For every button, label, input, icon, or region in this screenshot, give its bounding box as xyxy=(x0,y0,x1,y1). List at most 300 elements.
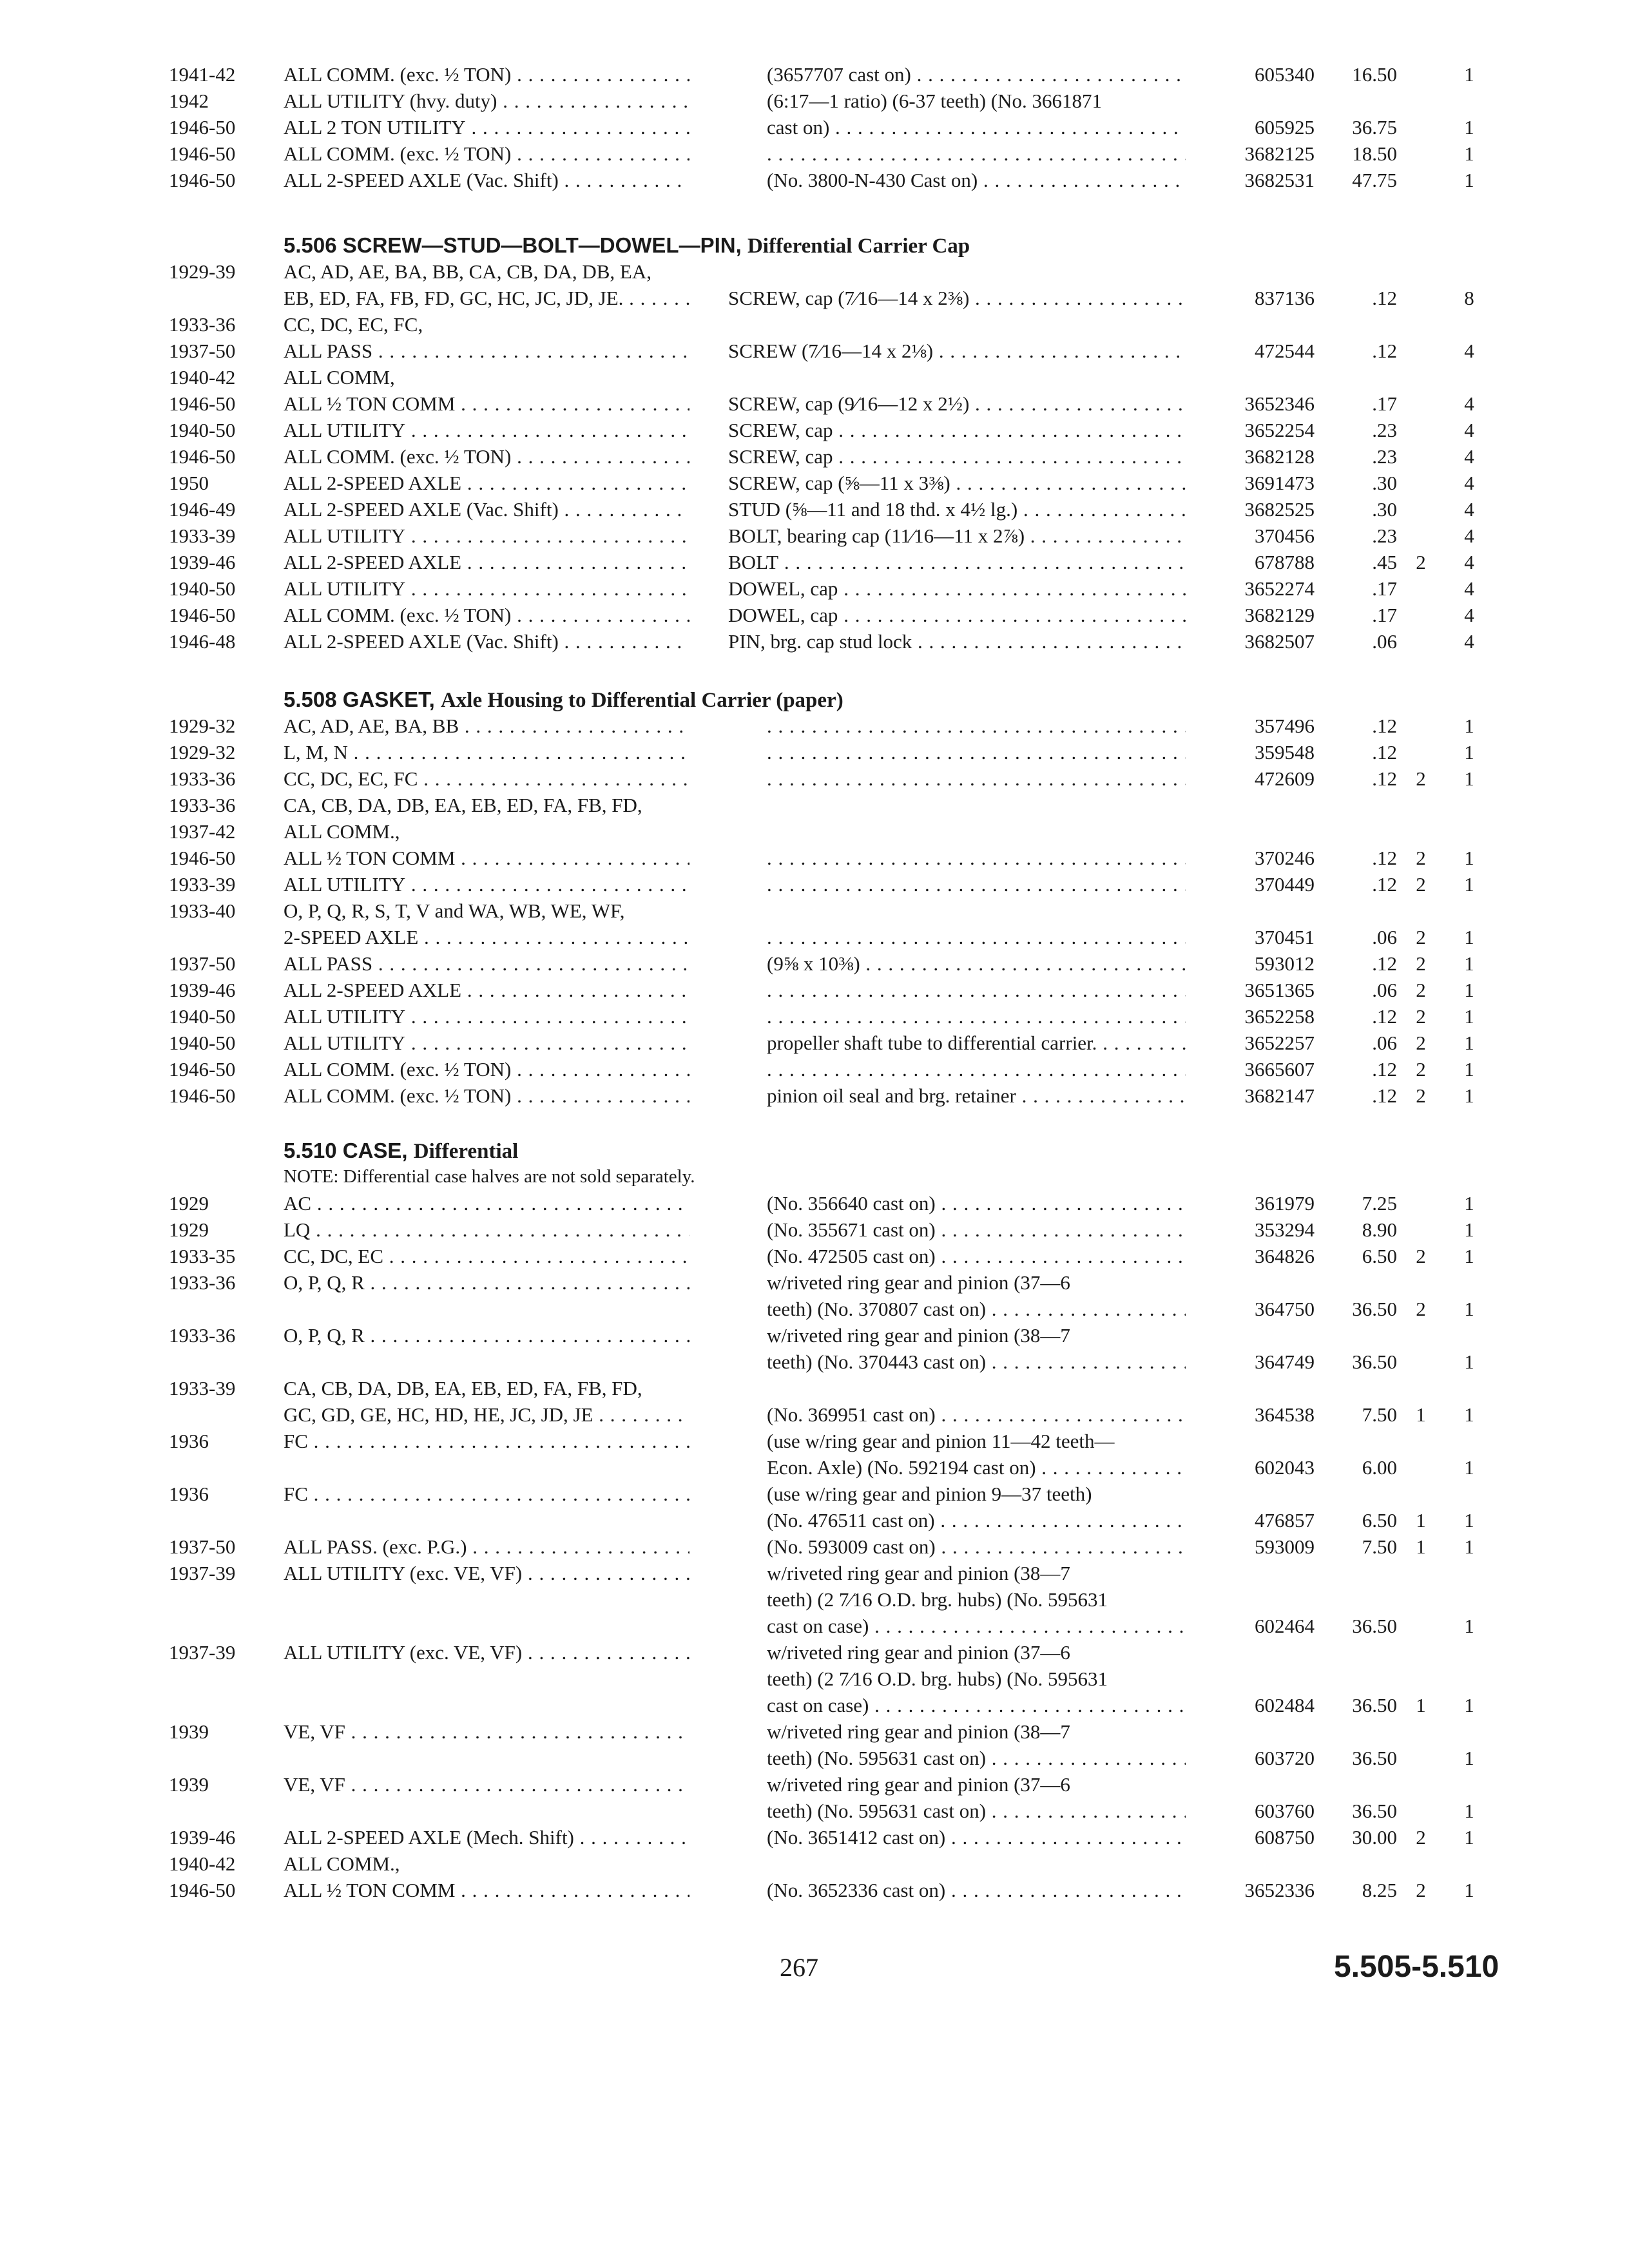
part-description: (No. 472505 cast on) . . . xyxy=(767,1243,1186,1269)
part-number: 608750 xyxy=(1255,1826,1315,1849)
parts-row xyxy=(0,739,1629,765)
list-price: 8.25 xyxy=(1362,1879,1397,1901)
year-range: 1929 xyxy=(169,1218,209,1241)
quantity: 1 xyxy=(1464,169,1474,191)
group-code: 2 xyxy=(1416,1084,1426,1107)
model-list: ALL 2-SPEED AXLE (Vac. Shift) . . . xyxy=(284,496,689,523)
part-number: 3691473 xyxy=(1244,472,1315,494)
quantity: 8 xyxy=(1464,287,1474,309)
list-price: .30 xyxy=(1372,498,1397,521)
part-description: Econ. Axle) (No. 592194 cast on) . . . xyxy=(767,1454,1186,1481)
year-range: 1939 xyxy=(169,1773,209,1796)
list-price: .12 xyxy=(1372,847,1397,869)
list-price: .12 xyxy=(1372,1005,1397,1028)
parts-row xyxy=(0,1349,1629,1375)
part-number: 3651365 xyxy=(1244,979,1315,1001)
part-number: 3652258 xyxy=(1244,1005,1315,1028)
model-list: ALL UTILITY . . . xyxy=(284,417,689,443)
part-description: PIN, brg. cap stud lock . . . xyxy=(728,628,1186,655)
parts-row xyxy=(0,1481,1629,1507)
model-list: ALL 2-SPEED AXLE . . . xyxy=(284,549,689,575)
model-list: ALL COMM., xyxy=(284,1852,400,1875)
group-code: 2 xyxy=(1416,952,1426,975)
parts-row xyxy=(0,1082,1629,1109)
model-list: O, P, Q, R . . . xyxy=(284,1269,689,1296)
part-description xyxy=(767,924,1186,950)
part-description: (No. 3800-N-430 Cast on) . . . xyxy=(767,167,1186,193)
quantity: 1 xyxy=(1464,1005,1474,1028)
list-price: .12 xyxy=(1372,1058,1397,1081)
quantity: 1 xyxy=(1464,952,1474,975)
quantity: 4 xyxy=(1464,498,1474,521)
parts-row xyxy=(0,977,1629,1003)
parts-row xyxy=(0,88,1629,114)
quantity: 4 xyxy=(1464,630,1474,653)
part-number: 605925 xyxy=(1255,116,1315,139)
group-code: 2 xyxy=(1416,1245,1426,1267)
parts-row xyxy=(0,950,1629,977)
parts-row xyxy=(0,1269,1629,1296)
part-number: 837136 xyxy=(1255,287,1315,309)
parts-row xyxy=(0,114,1629,140)
part-number: 602043 xyxy=(1255,1456,1315,1479)
part-number: 3652257 xyxy=(1244,1032,1315,1054)
parts-row xyxy=(0,1216,1629,1243)
year-range: 1946-50 xyxy=(169,142,236,165)
part-number: 3652346 xyxy=(1244,392,1315,415)
quantity: 1 xyxy=(1464,847,1474,869)
part-number: 603760 xyxy=(1255,1800,1315,1822)
parts-row xyxy=(0,364,1629,390)
year-range: 1946-50 xyxy=(169,1058,236,1081)
section-subtitle: Axle Housing to Differential Carrier (paper) xyxy=(440,689,843,712)
list-price: .17 xyxy=(1372,392,1397,415)
part-number: 3682129 xyxy=(1244,604,1315,626)
list-price: .12 xyxy=(1372,1084,1397,1107)
part-description xyxy=(767,713,1186,739)
list-price: .23 xyxy=(1372,419,1397,441)
list-price: 6.50 xyxy=(1362,1509,1397,1532)
year-range: 1929-32 xyxy=(169,715,236,737)
list-price: .06 xyxy=(1372,1032,1397,1054)
part-number: 370246 xyxy=(1255,847,1315,869)
quantity: 1 xyxy=(1464,979,1474,1001)
parts-row xyxy=(0,1533,1629,1560)
group-code: 2 xyxy=(1416,1298,1426,1320)
part-description: SCREW, cap (7⁄16—14 x 2⅜) . . . xyxy=(728,285,1186,311)
model-list: VE, VF . . . xyxy=(284,1718,689,1745)
part-number: 3682125 xyxy=(1244,142,1315,165)
model-list: ALL 2-SPEED AXLE . . . xyxy=(284,977,689,1003)
part-number: 472544 xyxy=(1255,340,1315,362)
quantity: 1 xyxy=(1464,715,1474,737)
list-price: 7.25 xyxy=(1362,1192,1397,1215)
part-description: w/riveted ring gear and pinion (38—7 xyxy=(767,1720,1070,1743)
part-description: (6:17—1 ratio) (6-37 teeth) (No. 3661871 xyxy=(767,90,1102,112)
section-subtitle: Differential Carrier Cap xyxy=(747,235,970,258)
group-code: 2 xyxy=(1416,767,1426,790)
quantity: 1 xyxy=(1464,1032,1474,1054)
parts-row xyxy=(0,1003,1629,1030)
section-subtitle: Differential xyxy=(413,1140,519,1163)
parts-row xyxy=(0,390,1629,417)
year-range: 1939 xyxy=(169,1720,209,1743)
year-range: 1937-50 xyxy=(169,340,236,362)
list-price: 7.50 xyxy=(1362,1535,1397,1558)
parts-row xyxy=(0,1056,1629,1082)
quantity: 1 xyxy=(1464,767,1474,790)
list-price: 36.50 xyxy=(1352,1350,1397,1373)
part-number: 359548 xyxy=(1255,741,1315,764)
group-code: 1 xyxy=(1416,1403,1426,1426)
model-list: CA, CB, DA, DB, EA, EB, ED, FA, FB, FD, xyxy=(284,794,642,816)
parts-row xyxy=(0,1639,1629,1666)
part-number: 370449 xyxy=(1255,873,1315,896)
model-list: ALL UTILITY . . . xyxy=(284,575,689,602)
group-code: 2 xyxy=(1416,1005,1426,1028)
part-description: (3657707 cast on) . . . xyxy=(767,61,1186,88)
parts-row xyxy=(0,1745,1629,1771)
quantity: 1 xyxy=(1464,1350,1474,1373)
part-description: w/riveted ring gear and pinion (38—7 xyxy=(767,1324,1070,1347)
year-range: 1933-36 xyxy=(169,1271,236,1294)
model-list: ALL 2-SPEED AXLE (Vac. Shift) . . . xyxy=(284,628,689,655)
year-range: 1939-46 xyxy=(169,551,236,573)
section-range: 5.505-5.510 xyxy=(1334,1950,1499,1984)
part-description: SCREW, cap (9⁄16—12 x 2½) . . . xyxy=(728,390,1186,417)
part-number: 3682525 xyxy=(1244,498,1315,521)
year-range: 1946-50 xyxy=(169,169,236,191)
list-price: 36.50 xyxy=(1352,1615,1397,1637)
year-range: 1937-50 xyxy=(169,1535,236,1558)
parts-row xyxy=(0,1560,1629,1586)
quantity: 4 xyxy=(1464,604,1474,626)
parts-row xyxy=(0,602,1629,628)
quantity: 4 xyxy=(1464,472,1474,494)
year-range: 1940-50 xyxy=(169,577,236,600)
list-price: .12 xyxy=(1372,952,1397,975)
list-price: .12 xyxy=(1372,741,1397,764)
part-number: 370451 xyxy=(1255,926,1315,948)
part-number: 370456 xyxy=(1255,524,1315,547)
parts-row xyxy=(0,1428,1629,1454)
group-code: 2 xyxy=(1416,926,1426,948)
parts-row xyxy=(0,549,1629,575)
model-list: CA, CB, DA, DB, EA, EB, ED, FA, FB, FD, xyxy=(284,1377,642,1399)
model-list: 2-SPEED AXLE . . . xyxy=(284,924,689,950)
year-range: 1937-39 xyxy=(169,1641,236,1664)
model-list: ALL PASS . . . xyxy=(284,950,689,977)
parts-row xyxy=(0,61,1629,88)
year-range: 1933-39 xyxy=(169,524,236,547)
model-list: FC . . . xyxy=(284,1481,689,1507)
part-description: STUD (⅝—11 and 18 thd. x 4½ lg.) . . . xyxy=(728,496,1186,523)
quantity: 4 xyxy=(1464,340,1474,362)
part-number: 678788 xyxy=(1255,551,1315,573)
quantity: 1 xyxy=(1464,1084,1474,1107)
part-number: 3652274 xyxy=(1244,577,1315,600)
part-description: teeth) (No. 595631 cast on) . . . xyxy=(767,1745,1186,1771)
model-list: O, P, Q, R, S, T, V and WA, WB, WE, WF, xyxy=(284,899,625,922)
part-description: teeth) (2 7⁄16 O.D. brg. hubs) (No. 595631 xyxy=(767,1667,1108,1690)
part-description: SCREW (7⁄16—14 x 2⅛) . . . xyxy=(728,338,1186,364)
part-description: (9⅝ x 10⅜) . . . xyxy=(767,950,1186,977)
part-number: 3682147 xyxy=(1244,1084,1315,1107)
part-description: teeth) (2 7⁄16 O.D. brg. hubs) (No. 595631 xyxy=(767,1588,1108,1611)
part-description: (No. 476511 cast on) . . . xyxy=(767,1507,1186,1533)
part-number: 364826 xyxy=(1255,1245,1315,1267)
parts-row xyxy=(0,765,1629,792)
list-price: .06 xyxy=(1372,979,1397,1001)
part-description: w/riveted ring gear and pinion (37—6 xyxy=(767,1271,1070,1294)
section-heading xyxy=(284,232,970,260)
year-range: 1946-50 xyxy=(169,392,236,415)
group-code: 1 xyxy=(1416,1535,1426,1558)
group-code: 1 xyxy=(1416,1509,1426,1532)
part-number: 364749 xyxy=(1255,1350,1315,1373)
parts-row xyxy=(0,443,1629,470)
quantity: 1 xyxy=(1464,1456,1474,1479)
list-price: 30.00 xyxy=(1352,1826,1397,1849)
year-range: 1933-39 xyxy=(169,1377,236,1399)
year-range: 1940-50 xyxy=(169,1005,236,1028)
year-range: 1942 xyxy=(169,90,209,112)
year-range: 1946-50 xyxy=(169,116,236,139)
parts-row xyxy=(0,417,1629,443)
parts-row xyxy=(0,1718,1629,1745)
parts-row xyxy=(0,1454,1629,1481)
parts-row xyxy=(0,1666,1629,1692)
year-range: 1937-50 xyxy=(169,952,236,975)
part-number: 357496 xyxy=(1255,715,1315,737)
model-list: ALL PASS . . . xyxy=(284,338,689,364)
parts-row xyxy=(0,1613,1629,1639)
model-list: ALL UTILITY . . . xyxy=(284,1030,689,1056)
model-list: ALL UTILITY . . . xyxy=(284,523,689,549)
model-list: CC, DC, EC, FC, xyxy=(284,313,423,336)
model-list: ALL 2-SPEED AXLE (Mech. Shift) . . . xyxy=(284,1824,689,1850)
model-list: EB, ED, FA, FB, FD, GC, HC, JC, JD, JE. . . . xyxy=(284,285,689,311)
quantity: 1 xyxy=(1464,1298,1474,1320)
year-range: 1939-46 xyxy=(169,1826,236,1849)
model-list: ALL ½ TON COMM . . . xyxy=(284,845,689,871)
part-number: 602484 xyxy=(1255,1694,1315,1716)
section-number: 5.508 xyxy=(284,687,343,711)
parts-row xyxy=(0,1243,1629,1269)
group-code: 2 xyxy=(1416,1826,1426,1849)
parts-row xyxy=(0,167,1629,193)
group-code: 2 xyxy=(1416,1058,1426,1081)
section-number: 5.510 xyxy=(284,1139,343,1162)
part-description: (No. 3651412 cast on) . . . xyxy=(767,1824,1186,1850)
parts-row xyxy=(0,1190,1629,1216)
parts-row xyxy=(0,575,1629,602)
part-description: (use w/ring gear and pinion 11—42 teeth— xyxy=(767,1430,1115,1452)
parts-row xyxy=(0,1692,1629,1718)
list-price: .12 xyxy=(1372,340,1397,362)
parts-row xyxy=(0,1030,1629,1056)
quantity: 1 xyxy=(1464,116,1474,139)
list-price: 18.50 xyxy=(1352,142,1397,165)
parts-row xyxy=(0,258,1629,285)
parts-row xyxy=(0,285,1629,311)
list-price: 6.50 xyxy=(1362,1245,1397,1267)
model-list: ALL COMM. (exc. ½ TON) . . . xyxy=(284,443,689,470)
quantity: 4 xyxy=(1464,577,1474,600)
parts-row xyxy=(0,338,1629,364)
part-description: (No. 3652336 cast on) . . . xyxy=(767,1877,1186,1903)
section-number: 5.506 xyxy=(284,233,343,257)
parts-row xyxy=(0,523,1629,549)
parts-row xyxy=(0,818,1629,845)
part-number: 3682128 xyxy=(1244,445,1315,468)
year-range: 1950 xyxy=(169,472,209,494)
parts-row xyxy=(0,1824,1629,1850)
model-list: ALL COMM. (exc. ½ TON) . . . xyxy=(284,1082,689,1109)
part-description xyxy=(767,1056,1186,1082)
quantity: 1 xyxy=(1464,1826,1474,1849)
part-description: SCREW, cap . . . xyxy=(728,417,1186,443)
year-range: 1940-50 xyxy=(169,419,236,441)
quantity: 1 xyxy=(1464,1879,1474,1901)
model-list: LQ . . . xyxy=(284,1216,689,1243)
part-number: 3652254 xyxy=(1244,419,1315,441)
part-description: SCREW, cap . . . xyxy=(728,443,1186,470)
year-range: 1933-39 xyxy=(169,873,236,896)
list-price: .06 xyxy=(1372,926,1397,948)
parts-row xyxy=(0,924,1629,950)
parts-row xyxy=(0,1507,1629,1533)
part-description xyxy=(767,871,1186,898)
part-description: BOLT . . . xyxy=(728,549,1186,575)
parts-row xyxy=(0,140,1629,167)
list-price: 47.75 xyxy=(1352,169,1397,191)
section-heading xyxy=(284,1137,518,1165)
section-note: NOTE: Differential case halves are not sold separately. xyxy=(284,1166,695,1187)
parts-row xyxy=(0,496,1629,523)
parts-row xyxy=(0,871,1629,898)
part-number: 593012 xyxy=(1255,952,1315,975)
quantity: 1 xyxy=(1464,63,1474,86)
model-list: ALL UTILITY . . . xyxy=(284,871,689,898)
year-range: 1940-50 xyxy=(169,1032,236,1054)
quantity: 1 xyxy=(1464,1800,1474,1822)
model-list: ALL 2-SPEED AXLE . . . xyxy=(284,470,689,496)
part-description: DOWEL, cap . . . xyxy=(728,575,1186,602)
part-description xyxy=(767,765,1186,792)
parts-row xyxy=(0,1798,1629,1824)
part-description: w/riveted ring gear and pinion (37—6 xyxy=(767,1773,1070,1796)
model-list: ALL COMM., xyxy=(284,820,400,843)
part-number: 3682531 xyxy=(1244,169,1315,191)
group-code: 2 xyxy=(1416,873,1426,896)
part-number: 593009 xyxy=(1255,1535,1315,1558)
list-price: .12 xyxy=(1372,873,1397,896)
quantity: 1 xyxy=(1464,1218,1474,1241)
part-description: teeth) (No. 370443 cast on) . . . xyxy=(767,1349,1186,1375)
quantity: 1 xyxy=(1464,1747,1474,1769)
part-number: 476857 xyxy=(1255,1509,1315,1532)
section-title: GASKET, xyxy=(342,687,441,711)
quantity: 1 xyxy=(1464,1403,1474,1426)
part-description: SCREW, cap (⅝—11 x 3⅜) . . . xyxy=(728,470,1186,496)
part-description: (No. 369951 cast on) . . . xyxy=(767,1401,1186,1428)
part-description: w/riveted ring gear and pinion (37—6 xyxy=(767,1641,1070,1664)
part-description: (No. 593009 cast on) . . . xyxy=(767,1533,1186,1560)
section-heading xyxy=(284,686,843,714)
part-description: teeth) (No. 370807 cast on) . . . xyxy=(767,1296,1186,1322)
year-range: 1946-50 xyxy=(169,604,236,626)
parts-row xyxy=(0,628,1629,655)
part-number: 605340 xyxy=(1255,63,1315,86)
part-number: 353294 xyxy=(1255,1218,1315,1241)
model-list: ALL 2-SPEED AXLE (Vac. Shift) . . . xyxy=(284,167,689,193)
part-description xyxy=(767,845,1186,871)
list-price: .23 xyxy=(1372,524,1397,547)
year-range: 1929-32 xyxy=(169,741,236,764)
model-list: ALL COMM. (exc. ½ TON) . . . xyxy=(284,602,689,628)
quantity: 1 xyxy=(1464,1694,1474,1716)
quantity: 1 xyxy=(1464,1615,1474,1637)
model-list: AC, AD, AE, BA, BB . . . xyxy=(284,713,689,739)
parts-row xyxy=(0,1877,1629,1903)
list-price: .17 xyxy=(1372,577,1397,600)
parts-row xyxy=(0,1322,1629,1349)
year-range: 1929-39 xyxy=(169,260,236,283)
quantity: 4 xyxy=(1464,524,1474,547)
part-number: 472609 xyxy=(1255,767,1315,790)
model-list: ALL 2 TON UTILITY . . . xyxy=(284,114,689,140)
year-range: 1937-39 xyxy=(169,1562,236,1584)
part-description: w/riveted ring gear and pinion (38—7 xyxy=(767,1562,1070,1584)
part-number: 3682507 xyxy=(1244,630,1315,653)
parts-row xyxy=(0,1296,1629,1322)
page-number: 267 xyxy=(780,1953,818,1982)
year-range: 1946-50 xyxy=(169,1879,236,1901)
year-range: 1933-40 xyxy=(169,899,236,922)
group-code: 1 xyxy=(1416,1694,1426,1716)
part-number: 364538 xyxy=(1255,1403,1315,1426)
model-list: ALL COMM. (exc. ½ TON) . . . xyxy=(284,140,689,167)
model-list: ALL ½ TON COMM . . . xyxy=(284,390,689,417)
year-range: 1933-36 xyxy=(169,313,236,336)
list-price: .30 xyxy=(1372,472,1397,494)
list-price: .45 xyxy=(1372,551,1397,573)
quantity: 4 xyxy=(1464,551,1474,573)
year-range: 1946-50 xyxy=(169,445,236,468)
model-list: AC, AD, AE, BA, BB, CA, CB, DA, DB, EA, xyxy=(284,260,651,283)
quantity: 1 xyxy=(1464,873,1474,896)
quantity: 4 xyxy=(1464,419,1474,441)
model-list: O, P, Q, R . . . xyxy=(284,1322,689,1349)
quantity: 1 xyxy=(1464,1245,1474,1267)
part-number: 603720 xyxy=(1255,1747,1315,1769)
parts-row xyxy=(0,845,1629,871)
parts-row xyxy=(0,713,1629,739)
section-title: CASE, xyxy=(342,1139,414,1162)
year-range: 1946-50 xyxy=(169,847,236,869)
list-price: 36.50 xyxy=(1352,1298,1397,1320)
year-range: 1933-36 xyxy=(169,767,236,790)
model-list: AC . . . xyxy=(284,1190,689,1216)
section-title: SCREW—STUD—BOLT—DOWEL—PIN, xyxy=(342,233,747,257)
list-price: 6.00 xyxy=(1362,1456,1397,1479)
part-description: (No. 356640 cast on) . . . xyxy=(767,1190,1186,1216)
list-price: .23 xyxy=(1372,445,1397,468)
year-range: 1929 xyxy=(169,1192,209,1215)
group-code: 2 xyxy=(1416,979,1426,1001)
list-price: 36.50 xyxy=(1352,1694,1397,1716)
